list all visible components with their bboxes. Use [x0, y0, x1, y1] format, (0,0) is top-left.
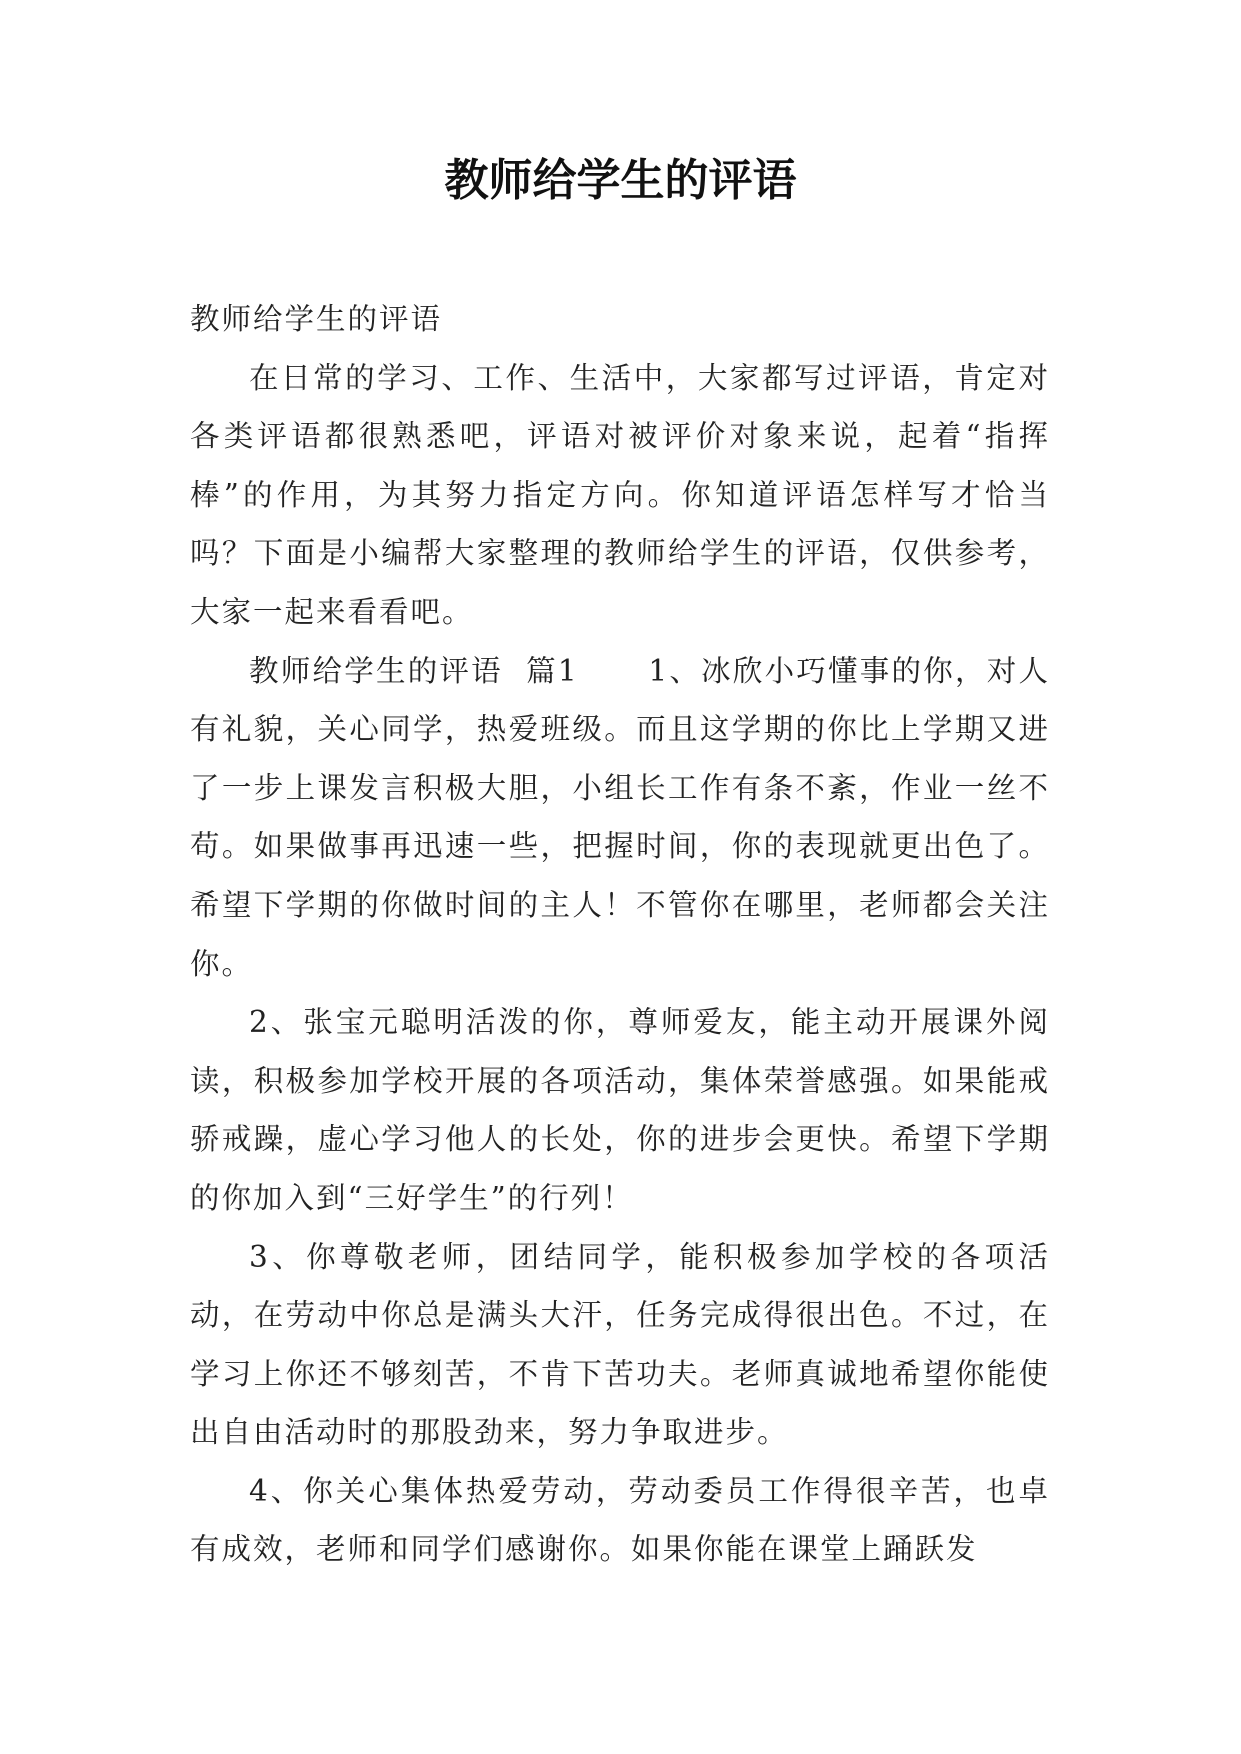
subtitle-paragraph: 教师给学生的评语 — [190, 302, 443, 336]
comment-paragraph-2: 2、张宝元聪明活泼的你，尊师爱友，能主动开展课外阅读，积极参加学校开展的各项活动，集体荣誉感强。如果能戒骄戒躁，虚心学习他人的长处，你的进步会更快。希望下学期的你加入到“三好学生”的行列！ — [190, 1005, 1050, 1215]
document-body — [190, 290, 1050, 1579]
comment-paragraph-3: 3、你尊敬老师，团结同学，能积极参加学校的各项活动，在劳动中你总是满头大汗，任务完成得很出色。不过，在学习上你还不够刻苦，不肯下苦功夫。老师真诚地希望你能使出自由活动时的那股劲来，努力争取进步。 — [190, 1239, 1050, 1450]
comment-paragraph-1: 教师给学生的评语 篇1 1、冰欣小巧懂事的你，对人有礼貌，关心同学，热爱班级。而且这学期的你比上学期又进了一步上课发言积极大胆，小组长工作有条不紊，作业一丝不苟。如果做事再迅速一些，把握时间，你的表现就更出色了。希望下学期的你做时间的主人！不管你在哪里，老师都会关注你。 — [190, 653, 1050, 981]
intro-paragraph: 在日常的学习、工作、生活中，大家都写过评语，肯定对各类评语都很熟悉吧，评语对被评价对象来说，起着“指挥棒”的作用，为其努力指定方向。你知道评语怎样写才恰当吗？下面是小编帮大家整理的教师给学生的评语，仅供参考，大家一起来看看吧。 — [190, 360, 1050, 629]
document-title: 教师给学生的评语 — [444, 155, 797, 206]
comment-paragraph-4: 4、你关心集体热爱劳动，劳动委员工作得很辛苦，也卓有成效，老师和同学们感谢你。如果你能在课堂上踊跃发 — [190, 1473, 1050, 1567]
